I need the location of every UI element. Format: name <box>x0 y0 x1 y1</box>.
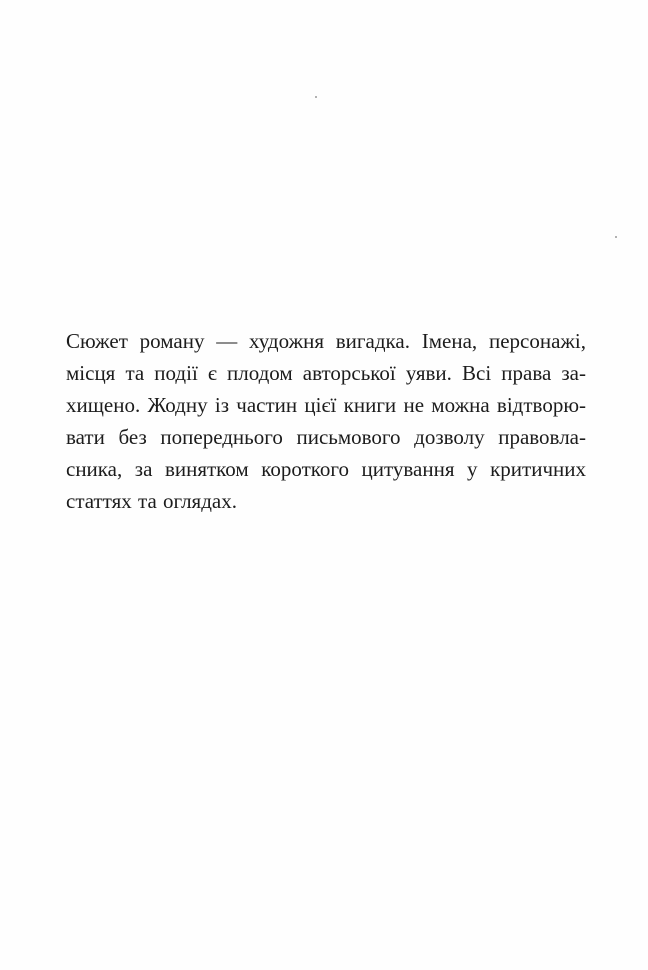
scan-speck <box>615 236 617 238</box>
notice-line: сника, за винятком короткого цитування у критичних <box>66 457 586 481</box>
notice-line: Сюжет роману — художня вигадка. Імена, персонажі, <box>66 329 586 353</box>
notice-line: статтях та оглядах. <box>66 489 237 513</box>
scan-speck <box>315 96 317 98</box>
notice-line: місця та події є плодом авторської уяви. Всі права за- <box>66 361 586 385</box>
notice-line: хищено. Жодну із частин цієї книги не можна відтворю- <box>66 393 586 417</box>
copyright-notice <box>66 325 586 517</box>
notice-line: вати без попереднього письмового дозволу правовла- <box>66 425 586 449</box>
